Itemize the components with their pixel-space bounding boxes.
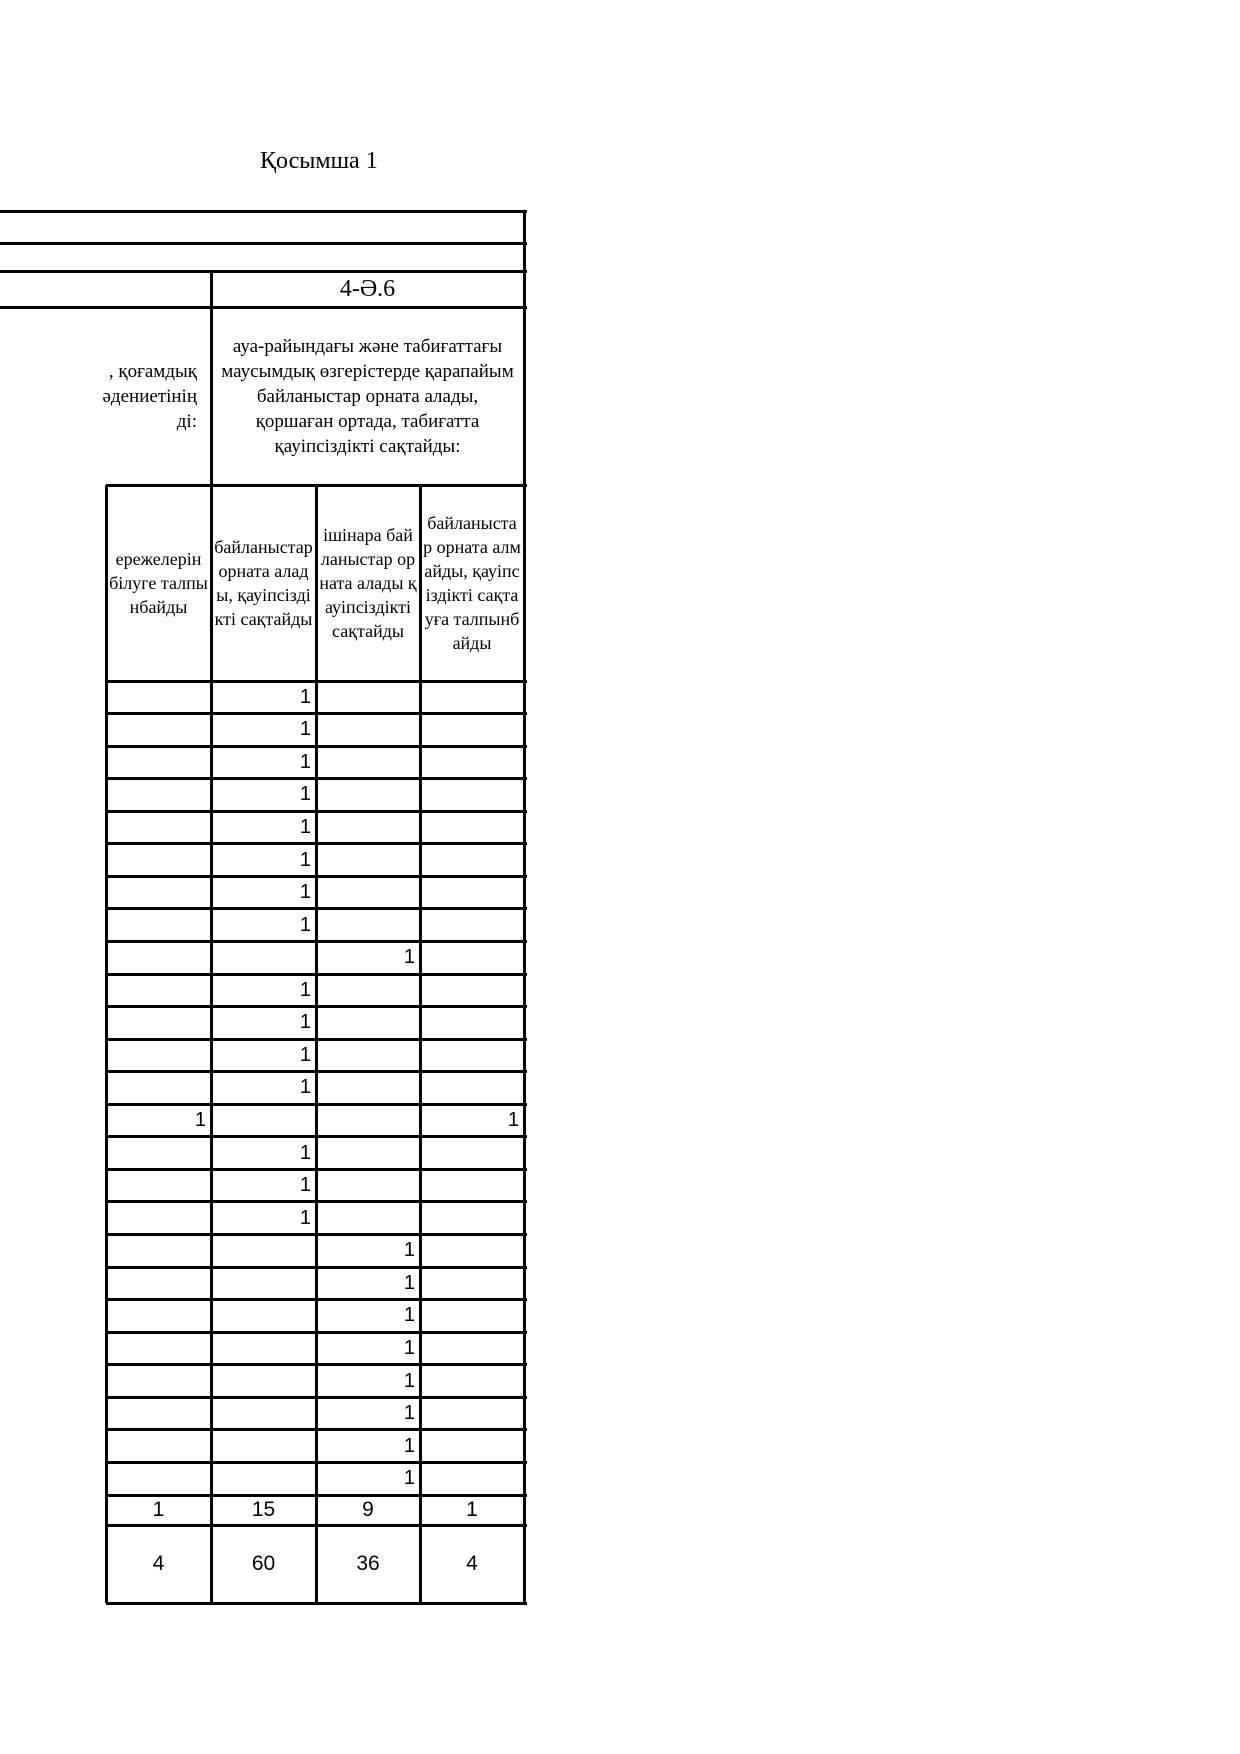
table-cell [316, 1202, 420, 1235]
table-cell: 1 [403, 1304, 415, 1327]
table-cell: 1 [403, 1369, 415, 1392]
total-cell: 15 [251, 1498, 276, 1521]
table-cell: 1 [299, 685, 311, 708]
table-cell [106, 1235, 211, 1268]
table-cell [106, 1300, 211, 1333]
table-cell [420, 1235, 524, 1268]
table-cell: 1 [299, 913, 311, 936]
table-cell [420, 811, 524, 844]
table-cell [211, 1300, 316, 1333]
table-cell: 1 [299, 750, 311, 773]
table-cell: 1 [403, 1434, 415, 1457]
table-cell [420, 1072, 524, 1105]
table-cell [211, 1332, 316, 1365]
table-cell [420, 941, 524, 974]
column-header-3: ішінара байланыстар орната алады қауіпсіздікті сақтайды [319, 525, 417, 641]
table-cell [420, 746, 524, 779]
table-cell [420, 1365, 524, 1398]
table-cell [211, 1430, 316, 1463]
table-cell [420, 1169, 524, 1202]
table-cell [211, 1104, 316, 1137]
table-cell [316, 681, 420, 714]
column-header-2: байланыстар орната алады, қауіпсіздікті сақтайды [214, 537, 313, 629]
table-cell [420, 1332, 524, 1365]
table-cell: 1 [299, 1174, 311, 1197]
table-cell: 1 [299, 881, 311, 904]
table-cell [420, 779, 524, 812]
table-cell [106, 909, 211, 942]
table-cell [106, 1137, 211, 1170]
table-cell [106, 714, 211, 747]
table-cell [106, 1462, 211, 1495]
table-cell [106, 844, 211, 877]
table-cell: 1 [299, 718, 311, 741]
table-cell [420, 714, 524, 747]
table-cell [420, 1267, 524, 1300]
cut-description [80, 307, 211, 485]
table-cell: 1 [299, 1206, 311, 1229]
percentage-cell: 4 [152, 1552, 165, 1575]
total-cell: 9 [362, 1498, 374, 1521]
table-cell [211, 1397, 316, 1430]
table-cell [106, 1430, 211, 1463]
table-cell [420, 909, 524, 942]
column-line [315, 485, 318, 1603]
percentage-cell: 60 [251, 1552, 276, 1575]
percentage-cell: 36 [356, 1552, 380, 1575]
table-cell: 1 [299, 848, 311, 871]
table-cell: 1 [299, 816, 311, 838]
header-line [0, 242, 527, 245]
table-cell [420, 844, 524, 877]
table-cell: 1 [403, 946, 415, 969]
column-header-1: ережелерін білуге талпынбайды [109, 549, 208, 617]
table-cell [106, 1169, 211, 1202]
table-cell [316, 746, 420, 779]
table-cell [316, 811, 420, 844]
table-cell: 1 [299, 1043, 311, 1066]
table-cell [420, 876, 524, 909]
table-cell [211, 1462, 316, 1495]
table-cell: 1 [507, 1109, 519, 1132]
table-cell: 1 [403, 1271, 415, 1294]
column-line [419, 485, 422, 1603]
table-cell [420, 1430, 524, 1463]
table-cell [211, 1365, 316, 1398]
percentage-cell: 4 [466, 1552, 478, 1575]
table-cell: 1 [299, 783, 311, 806]
table-cell [106, 876, 211, 909]
table-cell: 1 [299, 978, 311, 1001]
table-cell [420, 1007, 524, 1040]
table-cell [316, 779, 420, 812]
total-cell: 1 [152, 1498, 165, 1521]
table-cell [420, 1300, 524, 1333]
table-cell: 1 [403, 1239, 415, 1262]
table-cell [106, 1007, 211, 1040]
table-cell: 1 [403, 1467, 415, 1490]
table-cell [106, 1365, 211, 1398]
table-cell [420, 974, 524, 1007]
column-line [105, 485, 108, 1603]
table-cell [420, 1039, 524, 1072]
table-cell [316, 1104, 420, 1137]
table-cell [106, 1397, 211, 1430]
table-cell: 1 [194, 1109, 206, 1132]
table-cell [211, 1267, 316, 1300]
table-cell [316, 1137, 420, 1170]
table-cell [420, 1462, 524, 1495]
table-cell [106, 1267, 211, 1300]
column-line [210, 485, 213, 1603]
table-cell [316, 909, 420, 942]
table-cell: 1 [299, 1011, 311, 1034]
table-cell [106, 811, 211, 844]
table-cell [316, 1169, 420, 1202]
table-cell [420, 1137, 524, 1170]
table-cell [106, 779, 211, 812]
table-cell [106, 1332, 211, 1365]
table-cell: 1 [299, 1141, 311, 1164]
cut-description-text: , қоғамдық әдениетінің ді: [102, 360, 197, 432]
table-cell [211, 941, 316, 974]
table-cell [316, 844, 420, 877]
column-header-4: байланыстар орната алмайды, қауіпсіздікті сақтауға талпынбайды [423, 513, 521, 653]
table-cell [211, 1235, 316, 1268]
appendix-title: Қосымша 1 [260, 148, 378, 174]
table-cell: 1 [299, 1076, 311, 1099]
table-cell [106, 1039, 211, 1072]
table-cell [106, 746, 211, 779]
table-cell [316, 974, 420, 1007]
table-cell [106, 1202, 211, 1235]
table-cell [420, 1397, 524, 1430]
table-cell: 1 [403, 1402, 415, 1425]
table-cell [420, 1202, 524, 1235]
table-cell [316, 876, 420, 909]
table-cell: 1 [403, 1336, 415, 1359]
indicator-description: ауа-райындағы және табиғаттағы маусымдық өзгерістерде қарапайым байланыстар орната алады, қоршаған ортада, табиғатта қауіпсіздікті сақтайды: [221, 335, 514, 457]
header-line [0, 210, 527, 213]
total-cell: 1 [466, 1498, 478, 1521]
table-cell [106, 681, 211, 714]
indicator-code: 4-Ә.6 [339, 275, 396, 302]
table-cell [106, 941, 211, 974]
table-cell [106, 1072, 211, 1105]
table-cell [316, 1039, 420, 1072]
table-cell [316, 714, 420, 747]
table-cell [316, 1072, 420, 1105]
table-cell [316, 1007, 420, 1040]
table-cell [106, 974, 211, 1007]
table-cell [420, 681, 524, 714]
